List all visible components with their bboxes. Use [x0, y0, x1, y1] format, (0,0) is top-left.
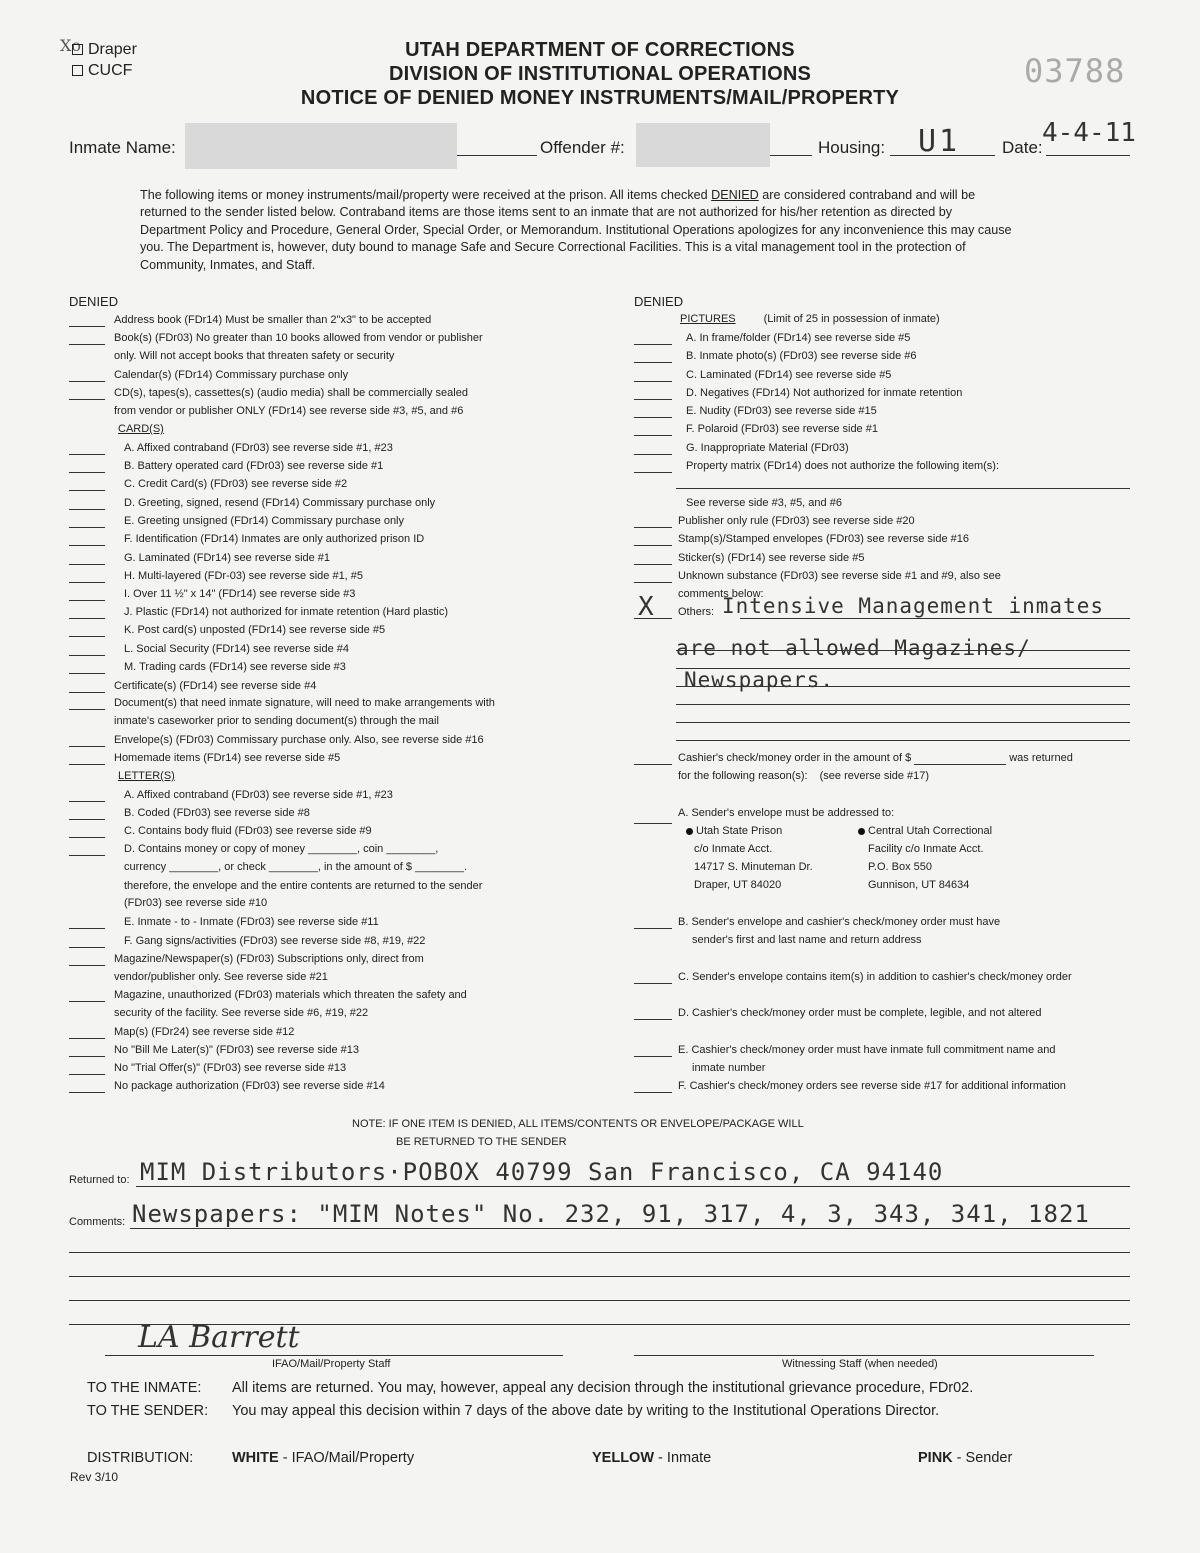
cashier-line1: Cashier's check/money order in the amount of $ was returned	[678, 752, 1073, 764]
right-item-check-blank[interactable]	[634, 454, 672, 455]
comments-line-4[interactable]	[69, 1300, 1130, 1301]
left-item-text: No "Bill Me Later(s)" (FDr03) see reverse side #13	[114, 1044, 360, 1056]
witness-signature-line[interactable]	[634, 1355, 1094, 1356]
left-item-text: Homemade items (FDr14) see reverse side #5	[114, 752, 341, 764]
left-item-check-blank[interactable]	[69, 472, 105, 473]
left-item-check-blank[interactable]	[69, 344, 105, 345]
bullet-icon	[686, 828, 693, 835]
to-sender-text: You may appeal this decision within 7 days of the above date by writing to the Institutional Operations Director.	[232, 1403, 940, 1419]
date-value: 4-4-11	[1042, 118, 1136, 148]
addr-cucf-2: Facility c/o Inmate Acct.	[868, 843, 984, 855]
addr-usp-2: c/o Inmate Acct.	[694, 843, 773, 855]
left-item-text: Map(s) (FDr24) see reverse side #12	[114, 1026, 295, 1038]
left-item-text: currency ________, or check ________, in the amount of $ ________.	[124, 861, 468, 873]
pictures-heading: PICTURES (Limit of 25 in possession of inmate)	[680, 313, 940, 325]
left-item-text: CD(s), tapes(s), cassettes(s) (audio media) shall be commercially sealed	[114, 387, 468, 399]
draper-checkmark: Xo	[60, 36, 82, 55]
left-item-text: D. Greeting, signed, resend (FDr14) Commissary purchase only	[124, 497, 436, 509]
right-fill-line[interactable]	[676, 704, 1130, 705]
right-item-text: G. Inappropriate Material (FDr03)	[686, 442, 849, 454]
inmate-name-label: Inmate Name:	[69, 138, 176, 157]
left-item-check-blank[interactable]	[69, 692, 105, 693]
left-item-text: security of the facility. See reverse side #6, #19, #22	[114, 1007, 369, 1019]
witness-signature-label: Witnessing Staff (when needed)	[782, 1358, 938, 1370]
left-item-check-blank[interactable]	[69, 928, 105, 929]
reason-e-blank[interactable]	[634, 1056, 672, 1057]
offender-number-redaction	[636, 123, 770, 167]
left-item-check-blank[interactable]	[69, 673, 105, 674]
right-item-text: Stamp(s)/Stamped envelopes (FDr03) see reverse side #16	[678, 533, 970, 545]
left-item-check-blank[interactable]	[69, 509, 105, 510]
right-fill-line[interactable]	[676, 488, 1130, 489]
addr-usp-4: Draper, UT 84020	[694, 879, 782, 891]
returned-to-field[interactable]	[136, 1186, 1130, 1187]
left-item-check-blank[interactable]	[69, 490, 105, 491]
right-item-check-blank[interactable]	[634, 381, 672, 382]
left-item-text: K. Post card(s) unposted (FDr14) see reverse side #5	[124, 624, 386, 636]
note-line1: NOTE: IF ONE ITEM IS DENIED, ALL ITEMS/CONTENTS OR ENVELOPE/PACKAGE WILL	[352, 1118, 804, 1130]
housing-label: Housing:	[818, 138, 886, 157]
distribution-label: DISTRIBUTION:	[87, 1450, 194, 1466]
right-item-text: Unknown substance (FDr03) see reverse side #1 and #9, also see	[678, 570, 1001, 582]
left-item-text: I. Over 11 ½" x 14" (FDr14) see reverse side #3	[124, 588, 356, 600]
left-item-check-blank[interactable]	[69, 801, 105, 802]
distribution-yellow: YELLOW - Inmate	[592, 1450, 712, 1466]
note-line2: BE RETURNED TO THE SENDER	[396, 1136, 567, 1148]
left-item-check-blank[interactable]	[69, 545, 105, 546]
comments-line-3[interactable]	[69, 1276, 1130, 1277]
right-item-check-blank[interactable]	[634, 564, 672, 565]
right-item-text: See reverse side #3, #5, and #6	[686, 497, 842, 509]
right-fill-line[interactable]	[676, 722, 1130, 723]
left-item-check-blank[interactable]	[69, 618, 105, 619]
left-item-check-blank[interactable]	[69, 326, 105, 327]
left-item-text: vendor/publisher only. See reverse side #21	[114, 971, 328, 983]
right-item-text: C. Laminated (FDr14) see reverse side #5	[686, 369, 892, 381]
left-item-check-blank[interactable]	[69, 600, 105, 601]
reason-c-blank[interactable]	[634, 983, 672, 984]
left-item-check-blank[interactable]	[69, 819, 105, 820]
offender-number-label: Offender #:	[540, 138, 625, 157]
right-item-check-blank[interactable]	[634, 527, 672, 528]
left-item-text: (FDr03) see reverse side #10	[124, 897, 268, 909]
title-division: DIVISION OF INSTITUTIONAL OPERATIONS	[388, 63, 812, 85]
left-item-text: Address book (FDr14) Must be smaller than 2"x3" to be accepted	[114, 314, 432, 326]
others-handwriting-line1: Intensive Management inmates	[722, 594, 1105, 618]
others-handwriting-line2: are not allowed Magazines/	[676, 636, 1031, 660]
right-fill-line[interactable]	[676, 740, 1130, 741]
comments-line-2[interactable]	[69, 1252, 1130, 1253]
left-item-text: LETTER(S)	[118, 770, 175, 782]
right-item-text: Property matrix (FDr14) does not authorize the following item(s):	[686, 460, 1000, 472]
left-item-check-blank[interactable]	[69, 636, 105, 637]
left-item-text: Calendar(s) (FDr14) Commissary purchase only	[114, 369, 349, 381]
left-item-check-blank[interactable]	[69, 454, 105, 455]
title-notice: NOTICE OF DENIED MONEY INSTRUMENTS/MAIL/PROPERTY	[300, 87, 900, 109]
reason-f: F. Cashier's check/money orders see reverse side #17 for additional information	[678, 1080, 1066, 1092]
reason-d-blank[interactable]	[634, 1019, 672, 1020]
right-item-check-blank[interactable]	[634, 399, 672, 400]
left-item-text: F. Identification (FDr14) Inmates are only authorized prison ID	[124, 533, 425, 545]
left-item-text: C. Credit Card(s) (FDr03) see reverse side #2	[124, 478, 348, 490]
left-item-text: E. Inmate - to - Inmate (FDr03) see reverse side #11	[124, 916, 379, 928]
distribution-pink: PINK - Sender	[918, 1450, 1013, 1466]
left-item-check-blank[interactable]	[69, 564, 105, 565]
housing-value: U1	[918, 124, 961, 159]
left-item-check-blank[interactable]	[69, 381, 105, 382]
revision-label: Rev 3/10	[70, 1470, 119, 1484]
intro-paragraph: The following items or money instruments/mail/property were received at the prison. All items checked DENIED are considered contraband and will be returned to the sender listed below. Contraband items are those items sent to an inmate that are not authorized for his/her retention as directed by Department Policy and Procedure, General Order, Special Order, or Memorandum. Institutional Operations apologizes for any inconvenience this may cause you. The Department is, however, duty bound to manage Safe and Secure Correctional Facilities. This is a vital management tool in the protection of Community, Inmates, and Staff.	[140, 188, 1012, 272]
bullet-icon	[858, 828, 865, 835]
cashier-amount-field[interactable]	[914, 752, 1006, 765]
right-item-text: Publisher only rule (FDr03) see reverse side #20	[678, 515, 915, 527]
inmate-name-redaction	[185, 123, 457, 169]
left-item-text: M. Trading cards (FDr14) see reverse side #3	[124, 661, 346, 673]
right-item-check-blank[interactable]	[634, 472, 672, 473]
left-item-text: No package authorization (FDr03) see reverse side #14	[114, 1080, 385, 1092]
form-number-stamp: 03788	[1024, 52, 1126, 90]
cashier-check-blank[interactable]	[634, 764, 672, 765]
staff-signature: LA Barrett	[138, 1320, 300, 1355]
left-item-text: No "Trial Offer(s)" (FDr03) see reverse side #13	[114, 1062, 347, 1074]
left-item-check-blank[interactable]	[69, 655, 105, 656]
facility-option-draper[interactable]: Draper	[72, 41, 137, 59]
left-item-check-blank[interactable]	[69, 582, 105, 583]
left-item-text: CARD(S)	[118, 423, 164, 435]
left-item-text: L. Social Security (FDr14) see reverse side #4	[124, 643, 349, 655]
date-label: Date:	[1002, 138, 1043, 157]
reason-f-blank[interactable]	[634, 1092, 672, 1093]
right-item-text: E. Nudity (FDr03) see reverse side #15	[686, 405, 877, 417]
facility-option-cucf[interactable]: CUCF	[72, 62, 132, 80]
distribution-white: WHITE - IFAO/Mail/Property	[232, 1450, 415, 1466]
reason-e-line1: E. Cashier's check/money order must have inmate full commitment name and	[678, 1044, 1056, 1056]
left-item-text: Envelope(s) (FDr03) Commissary purchase only. Also, see reverse side #16	[114, 734, 484, 746]
addr-usp-1: Utah State Prison	[686, 825, 782, 837]
right-item-text: B. Inmate photo(s) (FDr03) see reverse side #6	[686, 350, 917, 362]
staff-signature-label: IFAO/Mail/Property Staff	[272, 1358, 391, 1370]
to-inmate-label: TO THE INMATE:	[87, 1380, 202, 1396]
comments-label: Comments:	[69, 1216, 126, 1228]
reason-c: C. Sender's envelope contains item(s) in addition to cashier's check/money order	[678, 971, 1072, 983]
left-item-check-blank[interactable]	[69, 764, 105, 765]
left-item-text: Magazine, unauthorized (FDr03) materials which threaten the safety and	[114, 989, 467, 1001]
left-item-text: E. Greeting unsigned (FDr14) Commissary purchase only	[124, 515, 405, 527]
left-item-text: Book(s) (FDr03) No greater than 10 books allowed from vendor or publisher	[114, 332, 483, 344]
reason-b-line2: sender's first and last name and return address	[692, 934, 922, 946]
right-item-text: Others:	[678, 606, 715, 618]
left-item-check-blank[interactable]	[69, 709, 105, 710]
left-item-check-blank[interactable]	[69, 855, 105, 856]
left-item-text: Certificate(s) (FDr14) see reverse side #4	[114, 680, 317, 692]
staff-signature-line[interactable]	[105, 1355, 563, 1356]
right-item-check-blank[interactable]	[634, 344, 672, 345]
addr-cucf-1: Central Utah Correctional	[858, 825, 992, 837]
others-handwriting-line3: Newspapers.	[684, 668, 835, 692]
addr-cucf-3: P.O. Box 550	[868, 861, 933, 873]
inmate-name-field[interactable]	[457, 155, 537, 156]
right-denied-heading: DENIED	[634, 294, 684, 309]
right-item-text: A. In frame/folder (FDr14) see reverse side #5	[686, 332, 911, 344]
reason-d: D. Cashier's check/money order must be complete, legible, and not altered	[678, 1007, 1042, 1019]
comments-field[interactable]	[130, 1228, 1130, 1229]
addr-usp-3: 14717 S. Minuteman Dr.	[694, 861, 813, 873]
left-item-text: only. Will not accept books that threaten safety or security	[114, 350, 395, 362]
left-item-text: G. Laminated (FDr14) see reverse side #1	[124, 552, 331, 564]
left-item-text: from vendor or publisher ONLY (FDr14) see reverse side #3, #5, and #6	[114, 405, 464, 417]
left-item-check-blank[interactable]	[69, 1056, 105, 1057]
left-item-check-blank[interactable]	[69, 527, 105, 528]
left-item-text: D. Contains money or copy of money ________, coin ________,	[124, 843, 439, 855]
reason-a: A. Sender's envelope must be addressed to:	[678, 807, 895, 819]
right-item-check-blank[interactable]	[634, 362, 672, 363]
left-item-text: C. Contains body fluid (FDr03) see reverse side #9	[124, 825, 372, 837]
left-item-check-blank[interactable]	[69, 1001, 105, 1002]
comments-value: Newspapers: "MIM Notes" No. 232, 91, 317, 4, 3, 343, 341, 1821	[132, 1200, 1090, 1228]
right-fill-line[interactable]	[740, 618, 1130, 619]
right-item-check-blank[interactable]	[634, 435, 672, 436]
left-item-check-blank[interactable]	[69, 965, 105, 966]
reason-e-line2: inmate number	[692, 1062, 766, 1074]
to-inmate-text: All items are returned. You may, however, appeal any decision through the institutional grievance procedure, FDr02.	[232, 1380, 974, 1396]
right-item-text: Sticker(s) (FDr14) see reverse side #5	[678, 552, 865, 564]
left-item-check-blank[interactable]	[69, 947, 105, 948]
left-item-text: J. Plastic (FDr14) not authorized for inmate retention (Hard plastic)	[124, 606, 449, 618]
returned-to-value: MIM Distributors·POBOX 40799 San Francisco, CA 94140	[140, 1158, 944, 1186]
reason-b-line1: B. Sender's envelope and cashier's check/money order must have	[678, 916, 1001, 928]
left-item-check-blank[interactable]	[69, 1074, 105, 1075]
to-sender-label: TO THE SENDER:	[87, 1403, 209, 1419]
reason-b-blank[interactable]	[634, 928, 672, 929]
offender-number-field[interactable]	[770, 155, 812, 156]
returned-to-label: Returned to:	[69, 1174, 130, 1186]
right-item-check-blank[interactable]	[634, 417, 672, 418]
left-item-check-blank[interactable]	[69, 746, 105, 747]
left-item-check-blank[interactable]	[69, 837, 105, 838]
left-item-text: Document(s) that need inmate signature, will need to make arrangements with	[114, 697, 495, 709]
left-item-text: B. Coded (FDr03) see reverse side #8	[124, 807, 310, 819]
right-item-text: F. Polaroid (FDr03) see reverse side #1	[686, 423, 878, 435]
left-denied-heading: DENIED	[69, 294, 119, 309]
left-item-text: F. Gang signs/activities (FDr03) see reverse side #8, #19, #22	[124, 935, 426, 947]
cashier-line2: for the following reason(s): (see reverse side #17)	[678, 770, 930, 782]
left-item-text: A. Affixed contraband (FDr03) see reverse side #1, #23	[124, 442, 393, 454]
left-item-check-blank[interactable]	[69, 399, 105, 400]
addr-cucf-4: Gunnison, UT 84634	[868, 879, 970, 891]
title-department: UTAH DEPARTMENT OF CORRECTIONS	[405, 39, 795, 61]
left-item-text: B. Battery operated card (FDr03) see reverse side #1	[124, 460, 384, 472]
left-item-text: Magazine/Newspaper(s) (FDr03) Subscriptions only, direct from	[114, 953, 424, 965]
reason-a-blank[interactable]	[634, 823, 672, 824]
right-item-text: D. Negatives (FDr14) Not authorized for inmate retention	[686, 387, 963, 399]
left-item-text: H. Multi-layered (FDr-03) see reverse side #1, #5	[124, 570, 364, 582]
right-item-text: comments below:	[678, 588, 764, 600]
left-item-text: A. Affixed contraband (FDr03) see reverse side #1, #23	[124, 789, 393, 801]
right-item-check-blank[interactable]	[634, 545, 672, 546]
left-item-check-blank[interactable]	[69, 1092, 105, 1093]
right-item-check-blank[interactable]	[634, 582, 672, 583]
left-item-text: inmate's caseworker prior to sending document(s) through the mail	[114, 715, 439, 727]
left-item-text: therefore, the envelope and the entire contents are returned to the sender	[124, 880, 483, 892]
date-field[interactable]	[1046, 155, 1130, 156]
left-item-check-blank[interactable]	[69, 1038, 105, 1039]
others-check-mark: X	[638, 592, 657, 622]
